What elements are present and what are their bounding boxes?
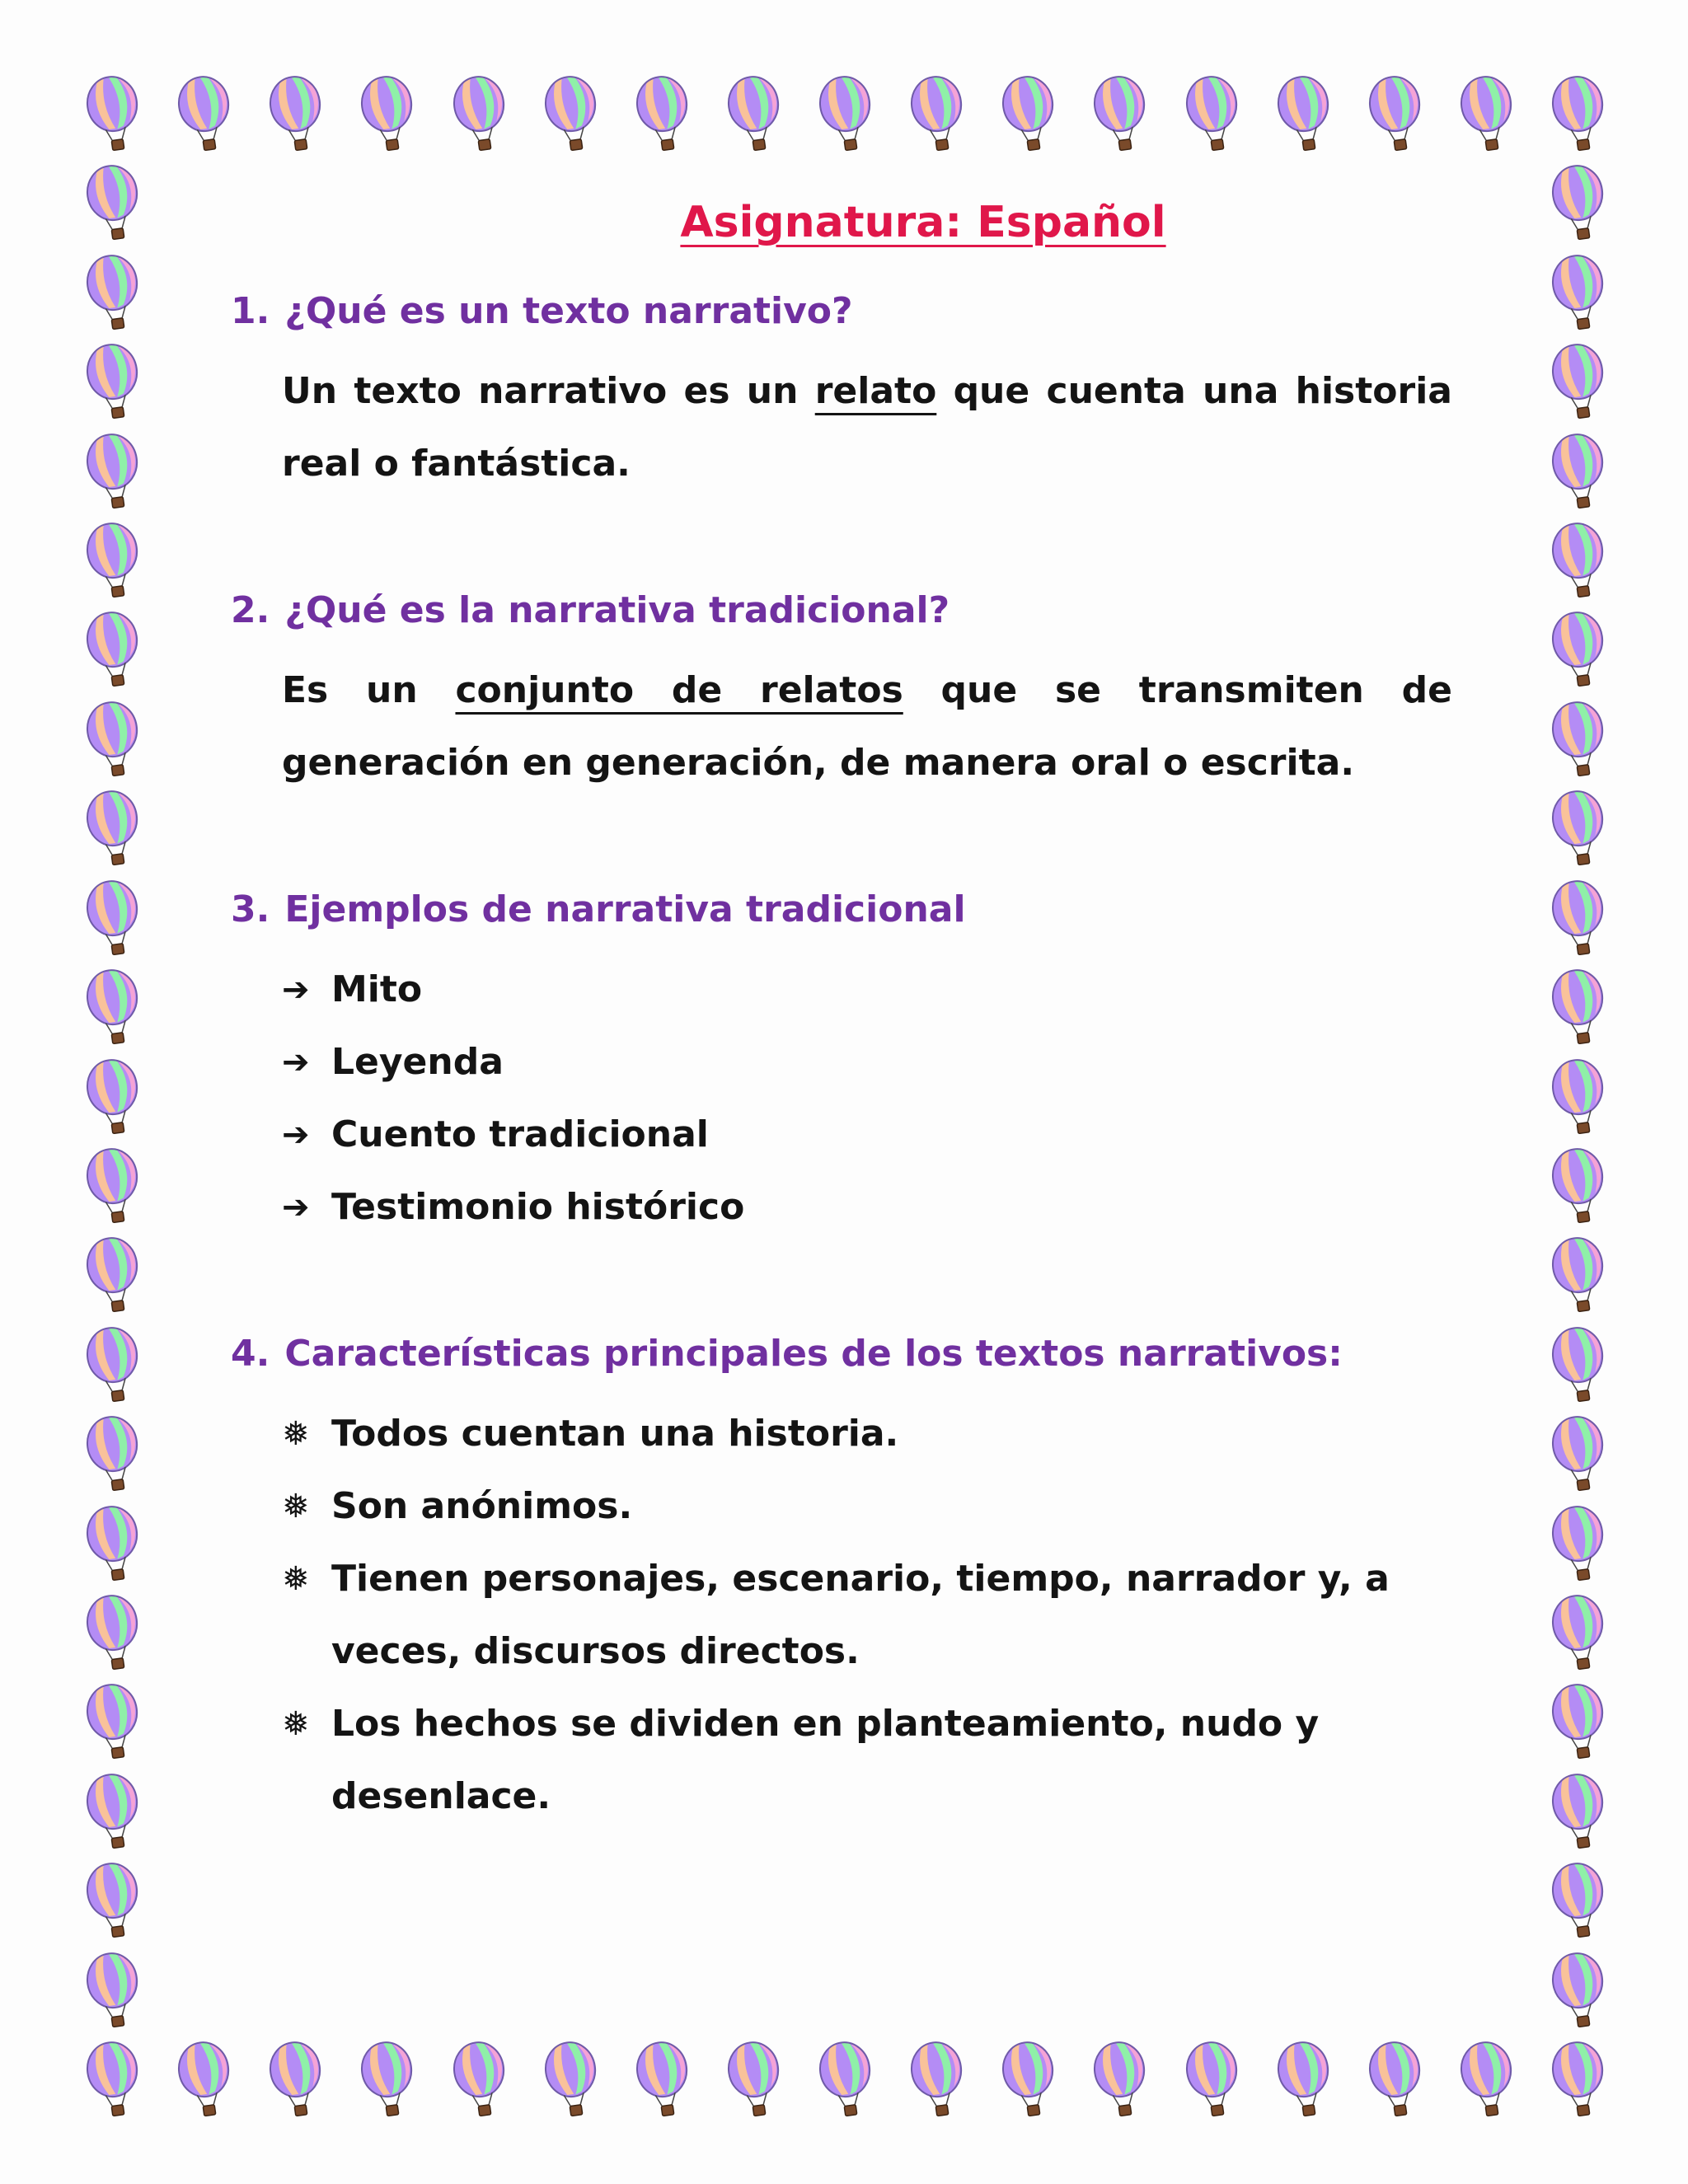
hot-air-balloon-icon xyxy=(84,1057,143,1140)
question-heading xyxy=(231,589,1467,631)
hot-air-balloon-icon xyxy=(1550,1235,1609,1318)
examples-list xyxy=(282,954,1467,1244)
hot-air-balloon-icon xyxy=(1275,74,1334,157)
hot-air-balloon-icon xyxy=(542,74,602,157)
characteristics-list xyxy=(282,1398,1467,1833)
hot-air-balloon-icon xyxy=(84,968,143,1050)
hot-air-balloon-icon xyxy=(1275,2040,1334,2122)
hot-air-balloon-icon xyxy=(84,74,143,157)
snowflake-bullet-icon: ❅ xyxy=(282,1705,310,1743)
hot-air-balloon-icon xyxy=(84,789,143,871)
hot-air-balloon-icon xyxy=(84,1504,143,1586)
hot-air-balloon-icon xyxy=(84,1861,143,1943)
question-text: Características principales de los textos narrativos: xyxy=(284,1333,1343,1375)
hot-air-balloon-icon xyxy=(84,163,143,246)
answer-text: Es un conjunto de relatos que se transmiten de generación en generación, de manera oral o escrita. xyxy=(282,669,1452,784)
hot-air-balloon-icon xyxy=(1550,2040,1609,2122)
answer-text: Un texto narrativo es un relato que cuenta una historia real o fantástica. xyxy=(282,370,1452,485)
hot-air-balloon-icon xyxy=(84,342,143,424)
hot-air-balloon-icon xyxy=(84,879,143,961)
question-text: ¿Qué es un texto narrativo? xyxy=(284,290,853,332)
list-item: ❅ Son anónimos. xyxy=(282,1470,1467,1543)
question-heading xyxy=(231,1333,1467,1375)
hot-air-balloon-icon xyxy=(84,1325,143,1408)
list-item: ➔ Cuento tradicional xyxy=(282,1099,1467,1171)
hot-air-balloon-icon xyxy=(817,74,876,157)
hot-air-balloon-icon xyxy=(84,610,143,692)
hot-air-balloon-icon xyxy=(267,2040,326,2122)
page-title: Asignatura: Español xyxy=(680,198,1166,247)
hot-air-balloon-icon xyxy=(1550,610,1609,692)
arrow-bullet-icon: ➔ xyxy=(282,1116,310,1154)
arrow-bullet-icon: ➔ xyxy=(282,1043,310,1081)
question-number: 2. xyxy=(231,589,270,631)
hot-air-balloon-icon xyxy=(1550,253,1609,335)
list-item: ❅ Los hechos se dividen en planteamiento, nudo y desenlace. xyxy=(282,1688,1467,1833)
hot-air-balloon-icon xyxy=(1550,789,1609,871)
section-4 xyxy=(231,1333,1467,1833)
list-item: ➔ Mito xyxy=(282,954,1467,1026)
hot-air-balloon-icon xyxy=(1000,2040,1059,2122)
hot-air-balloon-icon xyxy=(1550,1682,1609,1765)
question-number: 1. xyxy=(231,290,270,332)
hot-air-balloon-icon xyxy=(359,2040,418,2122)
hot-air-balloon-icon xyxy=(1550,879,1609,961)
hot-air-balloon-icon xyxy=(451,2040,510,2122)
question-text: Ejemplos de narrativa tradicional xyxy=(284,888,966,930)
hot-air-balloon-icon xyxy=(817,2040,876,2122)
snowflake-bullet-icon: ❅ xyxy=(282,1488,310,1526)
hot-air-balloon-icon xyxy=(634,74,693,157)
snowflake-bullet-icon: ❅ xyxy=(282,1560,310,1598)
hot-air-balloon-icon xyxy=(1550,521,1609,603)
hot-air-balloon-icon xyxy=(84,1951,143,2033)
question-heading xyxy=(231,888,1467,930)
hot-air-balloon-icon xyxy=(84,253,143,335)
hot-air-balloon-icon xyxy=(451,74,510,157)
hot-air-balloon-icon xyxy=(1550,163,1609,246)
hot-air-balloon-icon xyxy=(84,2040,143,2122)
hot-air-balloon-icon xyxy=(176,2040,235,2122)
arrow-bullet-icon: ➔ xyxy=(282,971,310,1009)
hot-air-balloon-icon xyxy=(1550,1772,1609,1854)
hot-air-balloon-icon xyxy=(1550,1504,1609,1586)
hot-air-balloon-icon xyxy=(1550,1861,1609,1943)
hot-air-balloon-icon xyxy=(1091,74,1151,157)
hot-air-balloon-icon xyxy=(725,74,785,157)
hot-air-balloon-icon xyxy=(1184,2040,1243,2122)
hot-air-balloon-icon xyxy=(634,2040,693,2122)
hot-air-balloon-icon xyxy=(908,74,968,157)
hot-air-balloon-icon xyxy=(176,74,235,157)
hot-air-balloon-icon xyxy=(1550,1593,1609,1675)
worksheet-content xyxy=(231,198,1467,1922)
hot-air-balloon-icon xyxy=(1458,2040,1517,2122)
hot-air-balloon-icon xyxy=(1091,2040,1151,2122)
hot-air-balloon-icon xyxy=(359,74,418,157)
question-number: 4. xyxy=(231,1333,270,1375)
hot-air-balloon-icon xyxy=(84,432,143,514)
list-item: ❅ Todos cuentan una historia. xyxy=(282,1398,1467,1470)
section-3 xyxy=(231,888,1467,1244)
hot-air-balloon-icon xyxy=(84,1593,143,1675)
snowflake-bullet-icon: ❅ xyxy=(282,1415,310,1453)
hot-air-balloon-icon xyxy=(84,1772,143,1854)
hot-air-balloon-icon xyxy=(1550,1057,1609,1140)
hot-air-balloon-icon xyxy=(725,2040,785,2122)
hot-air-balloon-icon xyxy=(1458,74,1517,157)
hot-air-balloon-icon xyxy=(1550,342,1609,424)
hot-air-balloon-icon xyxy=(1550,432,1609,514)
hot-air-balloon-icon xyxy=(84,1414,143,1497)
list-item: ➔ Testimonio histórico xyxy=(282,1171,1467,1244)
hot-air-balloon-icon xyxy=(84,1235,143,1318)
question-number: 3. xyxy=(231,888,270,930)
hot-air-balloon-icon xyxy=(84,521,143,603)
hot-air-balloon-icon xyxy=(1367,74,1426,157)
hot-air-balloon-icon xyxy=(908,2040,968,2122)
hot-air-balloon-icon xyxy=(1550,1951,1609,2033)
hot-air-balloon-icon xyxy=(1000,74,1059,157)
section-2 xyxy=(231,589,1467,799)
hot-air-balloon-icon xyxy=(267,74,326,157)
question-text: ¿Qué es la narrativa tradicional? xyxy=(284,589,950,631)
hot-air-balloon-icon xyxy=(1550,1146,1609,1229)
hot-air-balloon-icon xyxy=(84,1146,143,1229)
hot-air-balloon-icon xyxy=(84,1682,143,1765)
hot-air-balloon-icon xyxy=(1550,700,1609,782)
list-item: ➔ Leyenda xyxy=(282,1026,1467,1099)
hot-air-balloon-icon xyxy=(1550,74,1609,157)
underlined-term: conjunto de relatos xyxy=(455,669,903,711)
hot-air-balloon-icon xyxy=(84,700,143,782)
hot-air-balloon-icon xyxy=(1367,2040,1426,2122)
hot-air-balloon-icon xyxy=(1550,968,1609,1050)
hot-air-balloon-icon xyxy=(1184,74,1243,157)
list-item: ❅ Tienen personajes, escenario, tiempo, narrador y, a veces, discursos directos. xyxy=(282,1543,1467,1688)
hot-air-balloon-icon xyxy=(1550,1414,1609,1497)
hot-air-balloon-icon xyxy=(1550,1325,1609,1408)
arrow-bullet-icon: ➔ xyxy=(282,1188,310,1226)
section-1 xyxy=(231,290,1467,500)
question-heading xyxy=(231,290,1467,332)
hot-air-balloon-icon xyxy=(542,2040,602,2122)
underlined-term: relato xyxy=(814,370,937,412)
